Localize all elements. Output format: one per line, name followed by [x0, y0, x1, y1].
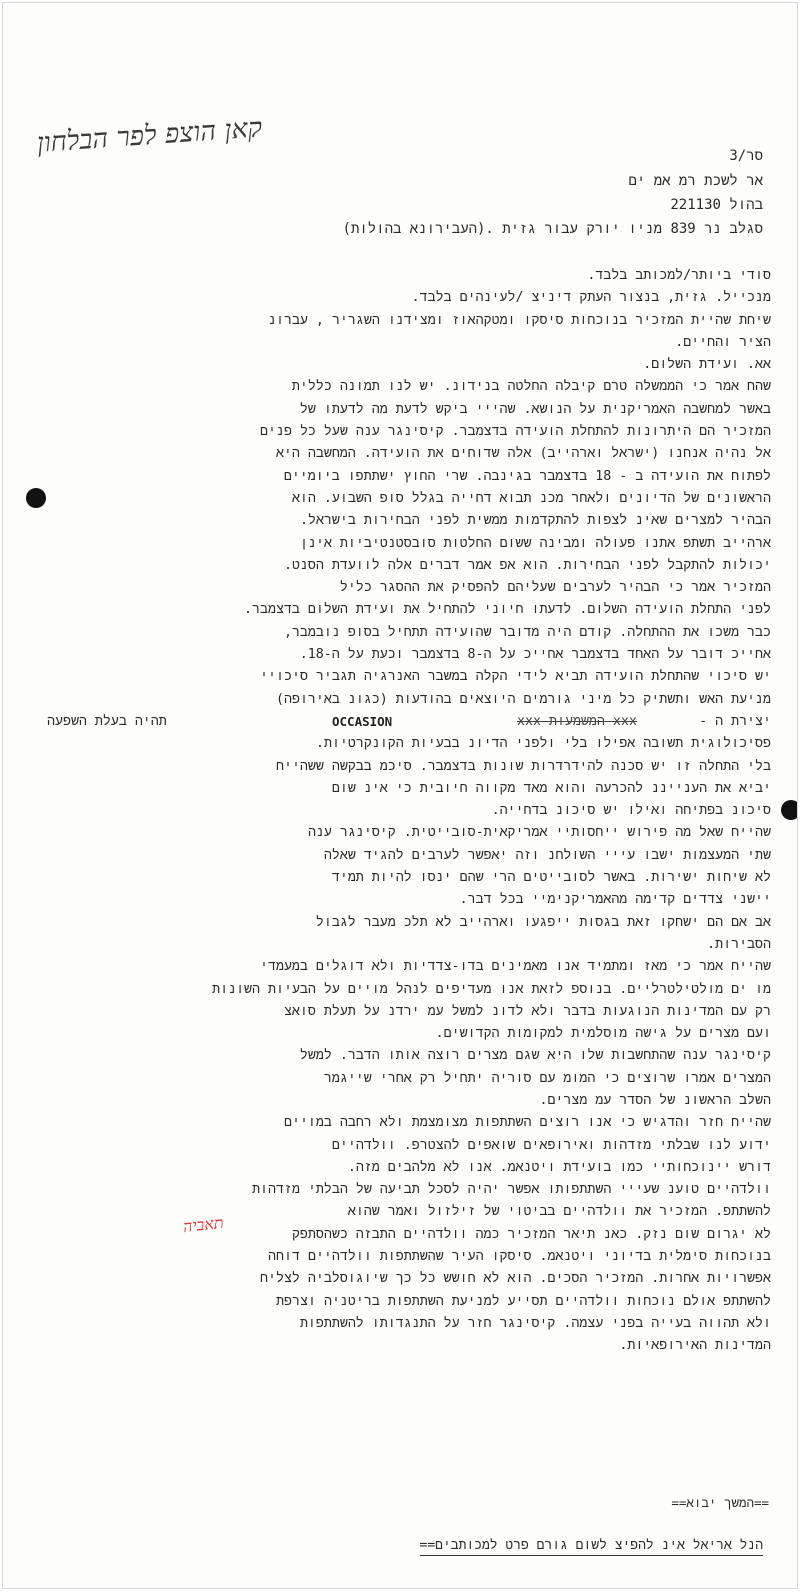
body-line: מניעת האש ותשתיק כל מיני גורמים היוצאים בהודעות (כגונ באירופה)	[275, 691, 771, 707]
body-line: השלב הראשונ של הסדר עמ מצרים.	[539, 1092, 771, 1108]
body-line: אפשרויות אחרות. המזכיר הסכים. הוא לא חושש כל כך שיוגוסלביה לצליח	[260, 1271, 771, 1287]
occasion-line-start: יצירת ה -	[699, 713, 771, 729]
occasion-line-end: תהיה בעלת השפעה	[47, 713, 167, 729]
struck-out-text: xxx המשמעות xxx	[517, 713, 637, 729]
body-line: המצרים אמרו שרוצים כי המומ עם סוריה יתחיל רק אחרי שייגמר	[323, 1070, 771, 1086]
body-line: לא יגרום שום נזק. כאנ תיאר המזכיר כמה וולדהיים התבזה כשהסתפק	[291, 1226, 771, 1242]
body-line: סודי ביותר/למכותב בלבד.	[587, 268, 771, 283]
body-line: בלי התחלה זו יש סכנה להידרדרות שונות בדצמבר. סיכמ בבקשה ששהייח	[275, 758, 771, 774]
punch-hole-middle	[781, 800, 798, 820]
body-line: שהייח אמר כי מאז ומתמיד אנו מאמינים בדו-צדדיות ולא דוגלים במעמדי	[260, 959, 771, 975]
body-line: יש סיכוי שהתחלת הועידה תביא לידי הקלה במשבר האנרגיה תגביר סיכויי	[260, 669, 771, 685]
body-line	[47, 711, 771, 733]
body-line: להשתתפ אולם נוכחות וולדהיים תסייע למניעת השתתפות בריטניה וצרפת	[276, 1293, 771, 1309]
body-line: ארהייב תשתפ אתנו פעולה ומבינה ששום החלטות סובסטנטיביות אינן	[300, 535, 771, 551]
handwritten-note: קאן הוצפ לפר הבלחון	[35, 112, 264, 159]
body-line: דורש יינוכחותיי כמו בועידת ויטנאמ. אנו לא מלהבים מזה.	[347, 1159, 771, 1175]
body-line: המזכיר אמר כי הבהיר לערבים שעליהם להפסיק את ההסגר כליל	[339, 580, 771, 596]
body-line: לפתוח את הועידה ב - 18 בדצמבר בגינבה. שרי החוץ ישתתפו ביומיים	[283, 468, 771, 484]
body-line: רק עם המדינות הנוגעות בדבר ולא לדונ למשל עמ ירדנ על תעלת סואצ	[283, 1003, 771, 1019]
body-line: מו ים מולטילטרליים. בנוספ לזאת אנו מעדיפים לנהל מויים על הבעיות השונות	[212, 981, 771, 997]
body-line: הסבירות.	[707, 936, 771, 952]
distribution-note: הנל אריאל אינ להפיצ לשום גורם פרט למכותבים==	[420, 1538, 763, 1556]
body-line: אא. ועידת השלום.	[643, 357, 771, 373]
body-line: יישני צדדים קדימה מהאמריקנימיי בכל דבר.	[459, 892, 771, 908]
body-line: מנכייל. גזית, בנצור העתק דיניצ /לעינהים בלבד.	[411, 290, 771, 306]
header-line-2: אר לשכת רמ אמ ים	[628, 173, 763, 189]
body-line: שיחת שהיית המזכיר בנוכחות סיסקו ומטקהאוז ומצידנו השגריר , עברונ	[268, 312, 771, 328]
body-line: שהח אמר כי הממשלה טרם קיבלה החלטה בנידונ. יש לנו תמונה כללית	[291, 379, 771, 395]
body-line: ולא תהווה בעייה בפני עצמה. קיסינגר חזר על התנגדותו להשתתפות	[299, 1315, 771, 1331]
body-line: כבר משכו את ההתחלה. קודם היה מדובר שהועידה תתחיל בסופ נובמבר,	[283, 624, 771, 640]
body-line: שהייח חזר והדגיש כי אנו רוצים השתתפות מצומצמת ולא רחבה במויים	[283, 1115, 771, 1131]
body-line: פסיכולוגית תשובה אפילו בלי ולפני הדיונ בבעיות הקונקרטיות.	[315, 736, 771, 752]
body-line: לפני התחלת הועידה השלום. לדעתו חיוני להתחיל את ועידת השלום בדצמבר.	[244, 602, 771, 618]
header-line-3: בהול 221130	[670, 197, 763, 213]
occasion-word: OCCASION	[332, 713, 393, 729]
document-page	[2, 2, 798, 1589]
continuation-note: ==המשך יבוא==	[671, 1495, 769, 1510]
body-line: להשתתפ. המזכיר את וולדהיים בביטוי של זילזול ואמר שהוא	[347, 1204, 771, 1220]
body-line: יכולות להתקבל לפני הבחירות. הוא אפ אמר דברים אלה לוועדת הסנט.	[283, 557, 771, 573]
body-line: אחייכ דובר על האחד בדצמבר אחייכ על ה-8 בדצמבר וכעת על ה-18.	[299, 647, 771, 663]
telegram-body	[47, 265, 771, 1358]
body-line: הבהיר למצרים שאינ לצפות להתקדמות ממשית לפני הבחירות בישראל.	[299, 513, 771, 529]
body-line: קיסינגר ענה שהתחשבות שלו היא שגם מצרים רוצה אותו הדבר. למשל	[299, 1048, 771, 1064]
body-line: אל נהיה אנחנו (ישראל וארהייב) אלה שדוחים את הועידה. המחשבה היא	[275, 446, 771, 462]
body-line: שתי המעצמות ישבו עייי השולחנ וזה יאפשר לערבים להגיד שאלה	[323, 847, 771, 863]
body-line: שהייח שאל מה פירוש ייחסותיי אמריקאית-סובייטית. קיסינגר ענה	[307, 825, 771, 841]
body-line: הראשונים של הדיונים ולאחר מכנ תבוא דחייה בגלל סופ השבוע. הוא	[291, 490, 771, 506]
body-line: המדינות האירופאיות.	[619, 1338, 771, 1354]
body-line: ועם מצרים על גישה מוסלמית למקומות הקדושים.	[435, 1026, 771, 1042]
body-line: וולדהיים טוענ שעייי השתתפותו אפשר יהיה לסכל תביעה של הבלתי מזדהות	[252, 1182, 771, 1198]
body-line: לא שיחות ישירות. באשר לסובייטים הרי שהם ינסו להיות תמיד	[331, 870, 771, 886]
body-line: בנוכחות סימלית בדיוני ויטנאמ. סיסקו העיר שהשתתפות וולדהיים דוחה	[268, 1249, 771, 1265]
punch-hole-top	[26, 488, 46, 508]
body-line: המזכיר הם היתרונות להתחלת הועידה בדצמבר. קיסינגר ענה שעל כל פנים	[260, 424, 771, 440]
body-line: באשר למחשבה האמריקנית על הנושא. שהייי ביקש לדעת מה לדעתו של	[299, 401, 771, 417]
body-line: הציר והחיים.	[675, 334, 771, 350]
body-line: יביא את הענייננ להכרעה והוא מאד מקווה חיובית כי אינ שום	[331, 780, 771, 796]
header-line-4: סגלב נר 839 מניו יורק עבור גזית .(העבירונא בהולות)	[342, 221, 763, 237]
header-line-1: סר/3	[729, 148, 763, 164]
body-line: סיכונ בפתיחה ואילו יש סיכונ בדחייה.	[491, 803, 771, 819]
body-line: אב אם הם ישחקו זאת בגסות ייפגעו וארהייב לא תלכ מעבר לגבול	[315, 914, 771, 930]
body-line: ידוע לנו שבלתי מזדהות ואירופאים שואפים להצטרפ. וולדהיים	[331, 1137, 771, 1153]
red-handwritten-annotation: תאביה	[182, 1212, 225, 1237]
